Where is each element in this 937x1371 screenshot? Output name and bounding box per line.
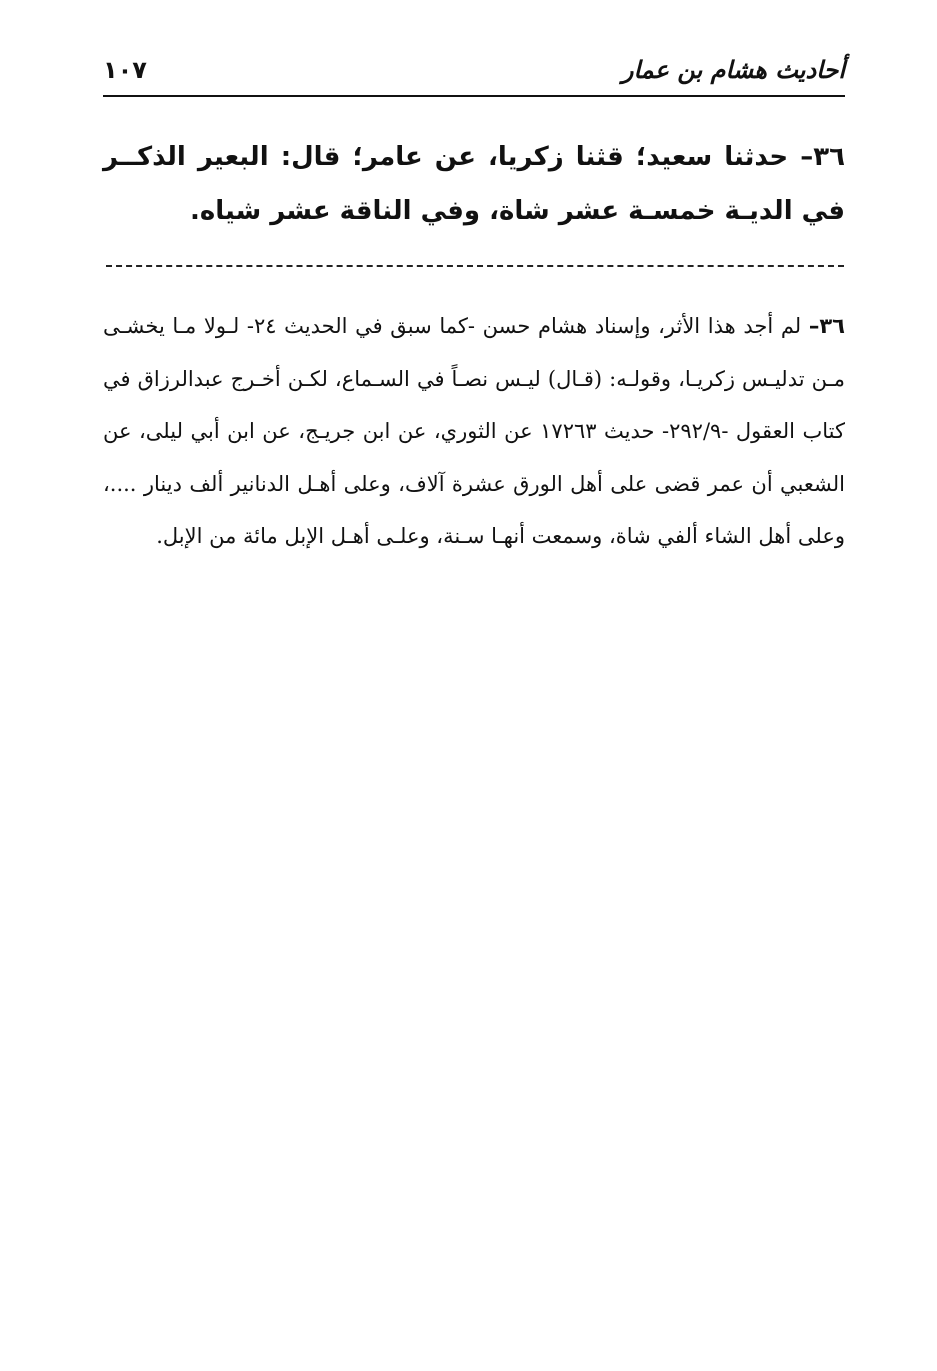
hadith-text: ٣٦– حدثنا سعيد؛ قثنا زكريا، عن عامر؛ قال: البعير الذكــر في الديـة خمسـة عشر شاة، وفي الناقة عشر شياه. [103, 142, 845, 226]
header-rule [103, 95, 845, 97]
page-header [103, 52, 845, 92]
running-title: أحاديث هشام بن عمار [621, 56, 845, 84]
footnote-text: لم أجد هذا الأثر، وإسناد هشام حسن -كما سبق في الحديث ٢٤- لـولا مـا يخشـى مـن تدليـس زكريـا، وقولـه: (قـال) ليـس نصـاً في السـماع، لكـن أخـرج عبدالرزاق في كتاب العقول -٢٩٢/٩- حديث ١٧٢٦٣ عن الثوري، عن ابن جريـج، عن ابن أبي ليلى، عن الشعبي أن عمر قضى على أهل الورق عشرة آلاف، وعلى أهـل الدنانير ألف دينار ....، وعلى أهل الشاء ألفي شاة، وسمعت أنهـا سـنة، وعلـى أهـل الإبل مائة من الإبل. [103, 314, 846, 548]
footnote-number: ٣٦– [808, 314, 845, 338]
page-number: ١٠٧ [103, 56, 147, 84]
footnote-separator [106, 265, 844, 267]
footnote [103, 300, 845, 563]
